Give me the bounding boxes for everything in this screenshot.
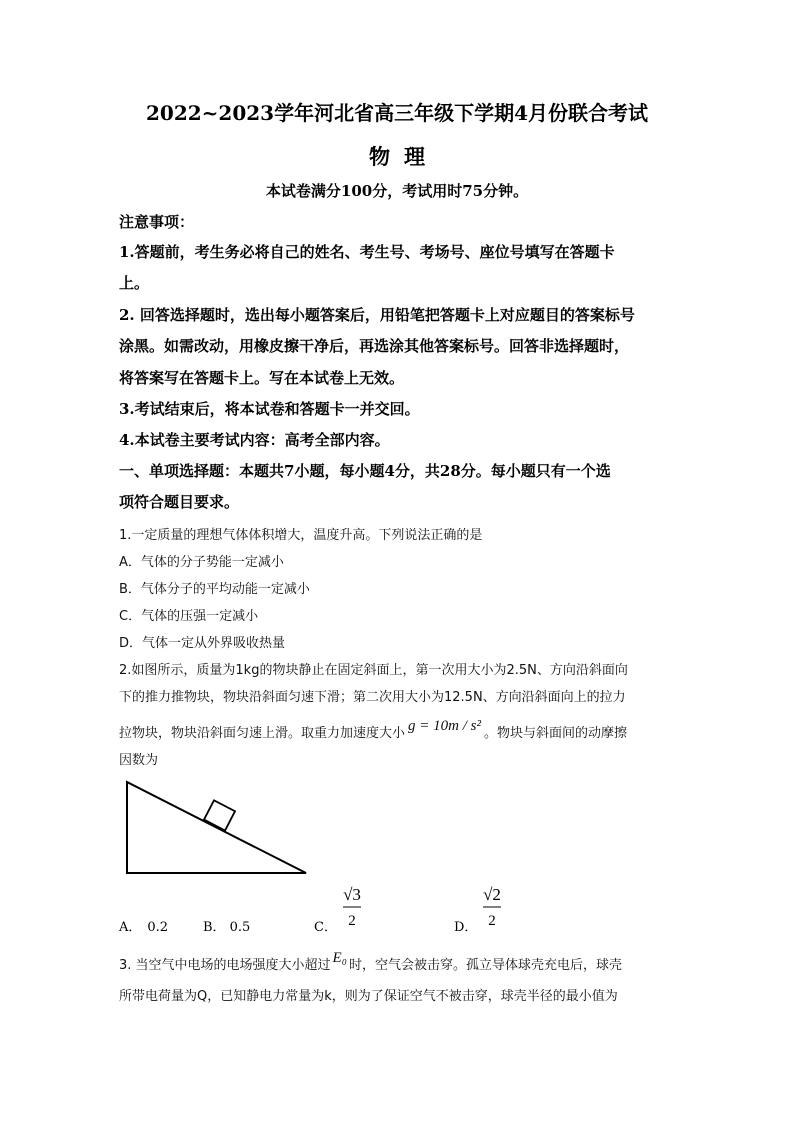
question-3-text: 3. 当空气中电场的电场强度大小超过 bbox=[119, 958, 331, 973]
question-1-option-b: B．气体分子的平均动能一定减小 bbox=[119, 582, 310, 597]
question-2-option-d-label: D． bbox=[454, 920, 478, 935]
fraction-denominator: 2 bbox=[348, 913, 356, 929]
question-2-line: 因数为 bbox=[119, 753, 159, 768]
question-1-option-d: D．气体一定从外界吸收热量 bbox=[119, 636, 286, 651]
question-2-text: 。物块与斜面间的动摩擦 bbox=[483, 726, 627, 741]
question-2-line: 2.如图所示，质量为1kg的物块静止在固定斜面上，第一次用大小为2.5N、方向沿斜面向 bbox=[119, 663, 628, 678]
question-2-option-a: A． 0.2 bbox=[119, 920, 169, 935]
notice-line: 2. 回答选择题时，选出每小题答案后，用铅笔把答题卡上对应题目的答案标号 bbox=[119, 306, 635, 324]
notice-heading: 注意事项： bbox=[119, 213, 195, 231]
question-2-option-c-label: C． bbox=[314, 920, 337, 935]
question-3-text: 时，空气会被击穿。孤立导体球壳充电后，球壳 bbox=[348, 958, 622, 973]
section-heading: 一、单项选择题：本题共7小题，每小题4分，共28分。每小题只有一个选 bbox=[119, 462, 611, 480]
incline-triangle bbox=[127, 782, 306, 873]
notice-line: 3.考试结束后，将本试卷和答题卡一并交回。 bbox=[119, 400, 420, 418]
notice-line: 将答案写在答题卡上。写在本试卷上无效。 bbox=[119, 369, 405, 387]
notice-line: 4.本试卷主要考试内容：高考全部内容。 bbox=[119, 431, 390, 449]
field-strength-symbol: E₀ bbox=[332, 950, 347, 966]
exam-subtitle: 本试卷满分100分，考试用时75分钟。 bbox=[265, 182, 529, 200]
fraction-denominator: 2 bbox=[488, 913, 496, 929]
question-2-option-b: B． 0.5 bbox=[203, 920, 251, 935]
question-2-line bbox=[119, 718, 627, 742]
question-1-option-c: C．气体的压强一定减小 bbox=[119, 609, 259, 624]
notice-line: 1.答题前，考生务必将自己的姓名、考生号、考场号、座位号填写在答题卡 bbox=[119, 243, 615, 261]
question-3-line: 所带电荷量为Q，已知静电力常量为k，则为了保证空气不被击穿，球壳半径的最小值为 bbox=[119, 989, 618, 1004]
question-2-line: 下的推力推物块，物块沿斜面匀速下滑；第二次用大小为12.5N、方向沿斜面向上的拉力 bbox=[119, 690, 626, 705]
question-2-text: 拉物块，物块沿斜面匀速上滑。取重力加速度大小 bbox=[119, 726, 406, 741]
question-1-stem: 1.一定质量的理想气体体积增大，温度升高。下列说法正确的是 bbox=[119, 528, 483, 543]
subject-title: 物理 bbox=[369, 144, 439, 169]
incline-diagram bbox=[124, 778, 310, 878]
gravity-formula: g = 10m / s² bbox=[408, 718, 481, 734]
block bbox=[204, 800, 235, 830]
fraction-numerator: √3 bbox=[343, 885, 361, 904]
question-1-option-a: A．气体的分子势能一定减小 bbox=[119, 555, 284, 570]
notice-line: 涂黑。如需改动，用橡皮擦干净后，再选涂其他答案标号。回答非选择题时， bbox=[119, 337, 630, 355]
notice-line: 上。 bbox=[119, 274, 150, 292]
exam-title: 2022~2023学年河北省高三年级下学期4月份联合考试 bbox=[145, 101, 648, 125]
fraction-sqrt2-over-2 bbox=[478, 884, 506, 932]
fraction-numerator: √2 bbox=[483, 885, 501, 904]
question-3-line bbox=[119, 950, 622, 974]
section-heading: 项符合题目要求。 bbox=[119, 493, 240, 511]
fraction-sqrt3-over-2 bbox=[338, 884, 366, 932]
